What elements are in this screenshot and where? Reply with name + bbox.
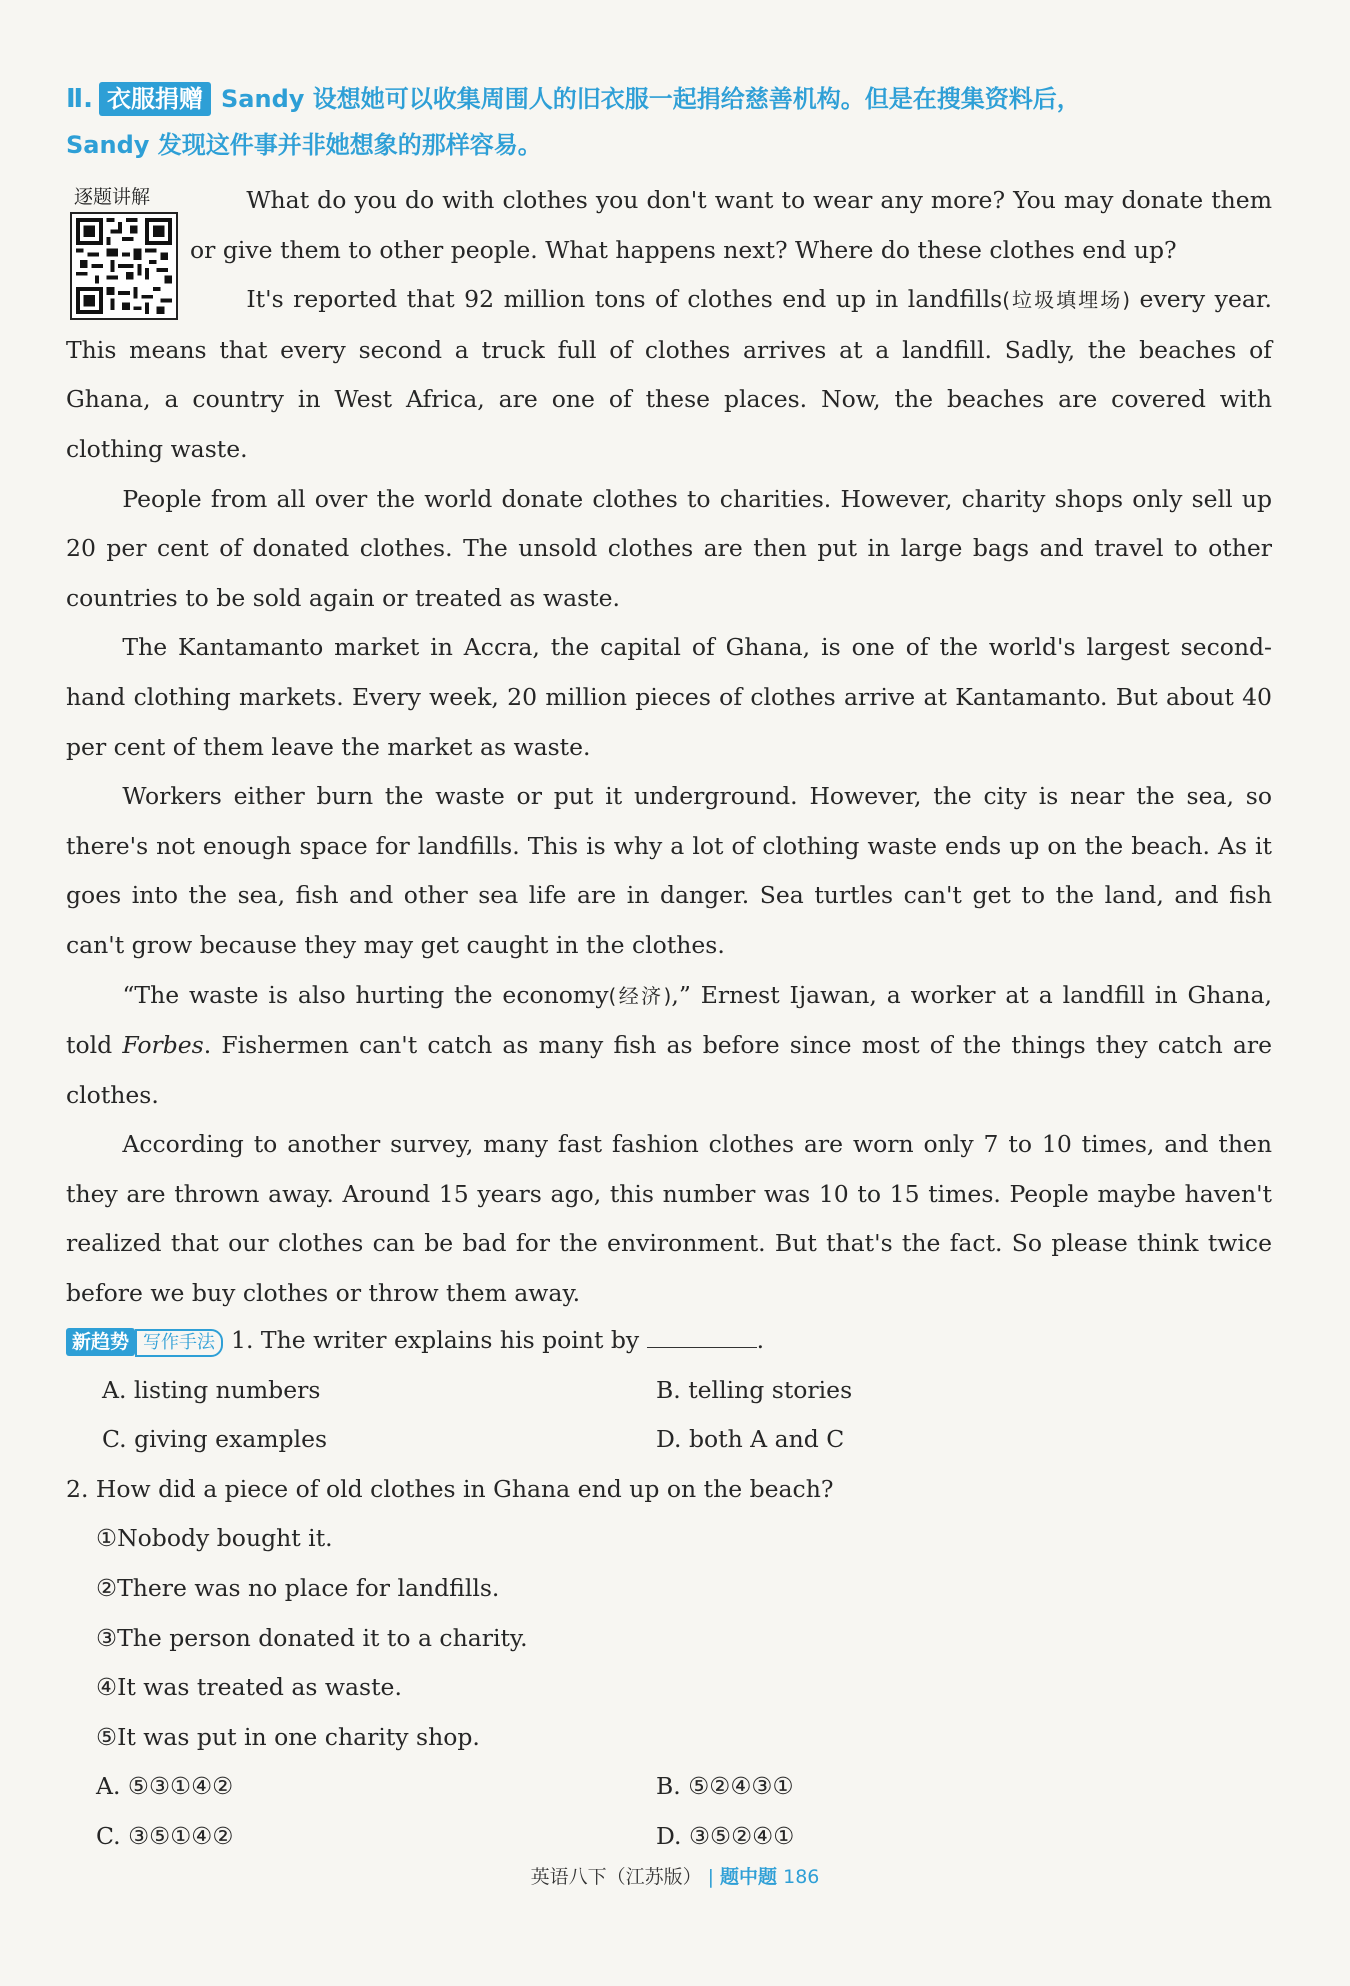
topic-tag: 衣服捐赠 <box>99 82 211 116</box>
paragraph-6 <box>66 971 1272 1121</box>
statement-1-text: ①Nobody bought it. <box>96 1524 333 1553</box>
statement-2-text: ②There was no place for landfills. <box>96 1573 500 1602</box>
writing-technique-badge: 写作手法 <box>135 1329 223 1357</box>
paragraph-2-text-a: It's reported that 92 million tons of clothes end up in landfills <box>246 285 1003 314</box>
statement-2 <box>66 1564 1272 1614</box>
statement-5 <box>66 1713 1272 1763</box>
question-1-options-row-2 <box>66 1415 1272 1465</box>
paragraph-6-text-c: . Fishermen can't catch as many fish as before since most of the things they catch are clothes. <box>66 1031 1273 1109</box>
page-footer <box>0 1862 1350 1889</box>
statement-5-text: ⑤It was put in one charity shop. <box>96 1722 480 1751</box>
option-2b[interactable]: B. ⑤②④③① <box>656 1772 794 1801</box>
question-1-end: . <box>756 1326 765 1354</box>
paragraph-3: People from all over the world donate clothes to charities. However, charity shops only sell up 20 per cent of donated clothes. The unsold clothes are then put in large bags and travel to other countries to be sold again or treated as waste. <box>66 484 1272 612</box>
section-number: Ⅱ. <box>66 84 94 114</box>
reading-passage <box>66 176 1272 1319</box>
paragraph-2-text-b: every year. This means that every second a truck full of clothes arrives at a landfill. Sadly, the beaches of Ghana, a country in West Africa, are one of these places. Now, the beaches are covered with clothing waste. <box>66 285 1272 463</box>
header-text-1: Sandy 设想她可以收集周围人的旧衣服一起捐给慈善机构。但是在搜集资料后， <box>221 85 1081 113</box>
statement-1 <box>66 1514 1272 1564</box>
gloss-economy: (经济) <box>608 983 672 1008</box>
footer-separator: | <box>707 1866 715 1888</box>
statement-3 <box>66 1614 1272 1664</box>
statement-4 <box>66 1663 1272 1713</box>
question-1-stem <box>66 1316 1272 1366</box>
series-brand: 题中题 <box>720 1866 778 1888</box>
header-text-2: Sandy 发现这件事并非她想象的那样容易。 <box>66 131 542 159</box>
statement-3-text: ③The person donated it to a charity. <box>96 1623 528 1652</box>
option-1a[interactable]: A. listing numbers <box>102 1375 321 1404</box>
gloss-landfill: (垃圾填埋场) <box>1002 288 1131 313</box>
paragraph-7: According to another survey, many fast fashion clothes are worn only 7 to 10 times, and then they are thrown away. Around 15 years ago, this number was 10 to 15 times. People maybe haven't realized that our clothes can be bad for the environment. But that's the fact. So please think twice before we buy clothes or throw them away. <box>66 1130 1272 1308</box>
paragraph-1-text: What do you do with clothes you don't want to wear any more? You may donate them or give them to other people. What happens next? Where do these clothes end up? <box>190 186 1272 264</box>
paragraph-2 <box>66 275 1272 474</box>
option-1d[interactable]: D. both A and C <box>656 1425 845 1454</box>
book-title: 英语八下（江苏版） <box>530 1866 702 1888</box>
answer-blank[interactable] <box>647 1325 757 1348</box>
section-header <box>66 72 1266 172</box>
option-2a[interactable]: A. ⑤③①④② <box>96 1772 234 1801</box>
question-2-options-row-1 <box>66 1762 1272 1812</box>
paragraph-1 <box>66 176 1272 275</box>
option-1b[interactable]: B. telling stories <box>656 1375 853 1404</box>
option-2d[interactable]: D. ③⑤②④① <box>656 1821 795 1850</box>
option-1c[interactable]: C. giving examples <box>102 1425 328 1454</box>
source-forbes: Forbes <box>122 1031 204 1060</box>
qr-spacer <box>66 176 190 300</box>
question-1-text: 1. The writer explains his point by <box>231 1326 640 1354</box>
qr-label: 逐题讲解 <box>74 186 151 208</box>
new-trend-badge: 新趋势 <box>66 1328 135 1356</box>
paragraph-6-text-a: “The waste is also hurting the economy <box>122 980 609 1009</box>
question-2-options-row-2 <box>66 1812 1272 1862</box>
question-1-options-row-1 <box>66 1366 1272 1416</box>
question-2-stem: 2. How did a piece of old clothes in Ghana end up on the beach? <box>66 1474 834 1503</box>
statement-4-text: ④It was treated as waste. <box>96 1673 402 1702</box>
question-section <box>66 1316 1272 1862</box>
paragraph-6-text-b: ,” Ernest Ijawan, a worker at a landfill in Ghana, told <box>66 980 1272 1060</box>
page-number: 186 <box>783 1866 820 1888</box>
option-2c[interactable]: C. ③⑤①④② <box>96 1821 234 1850</box>
paragraph-5: Workers either burn the waste or put it underground. However, the city is near the sea, so there's not enough space for landfills. This is why a lot of clothing waste ends up on the beach. As it goes into the sea, fish and other sea life are in danger. Sea turtles can't get to the land, and fish can't grow because they may get caught in the clothes. <box>66 782 1272 959</box>
paragraph-4: The Kantamanto market in Accra, the capital of Ghana, is one of the world's largest second-hand clothing markets. Every week, 20 million pieces of clothes arrive at Kantamanto. But about 40 per cent of them leave the market as waste. <box>66 633 1272 761</box>
